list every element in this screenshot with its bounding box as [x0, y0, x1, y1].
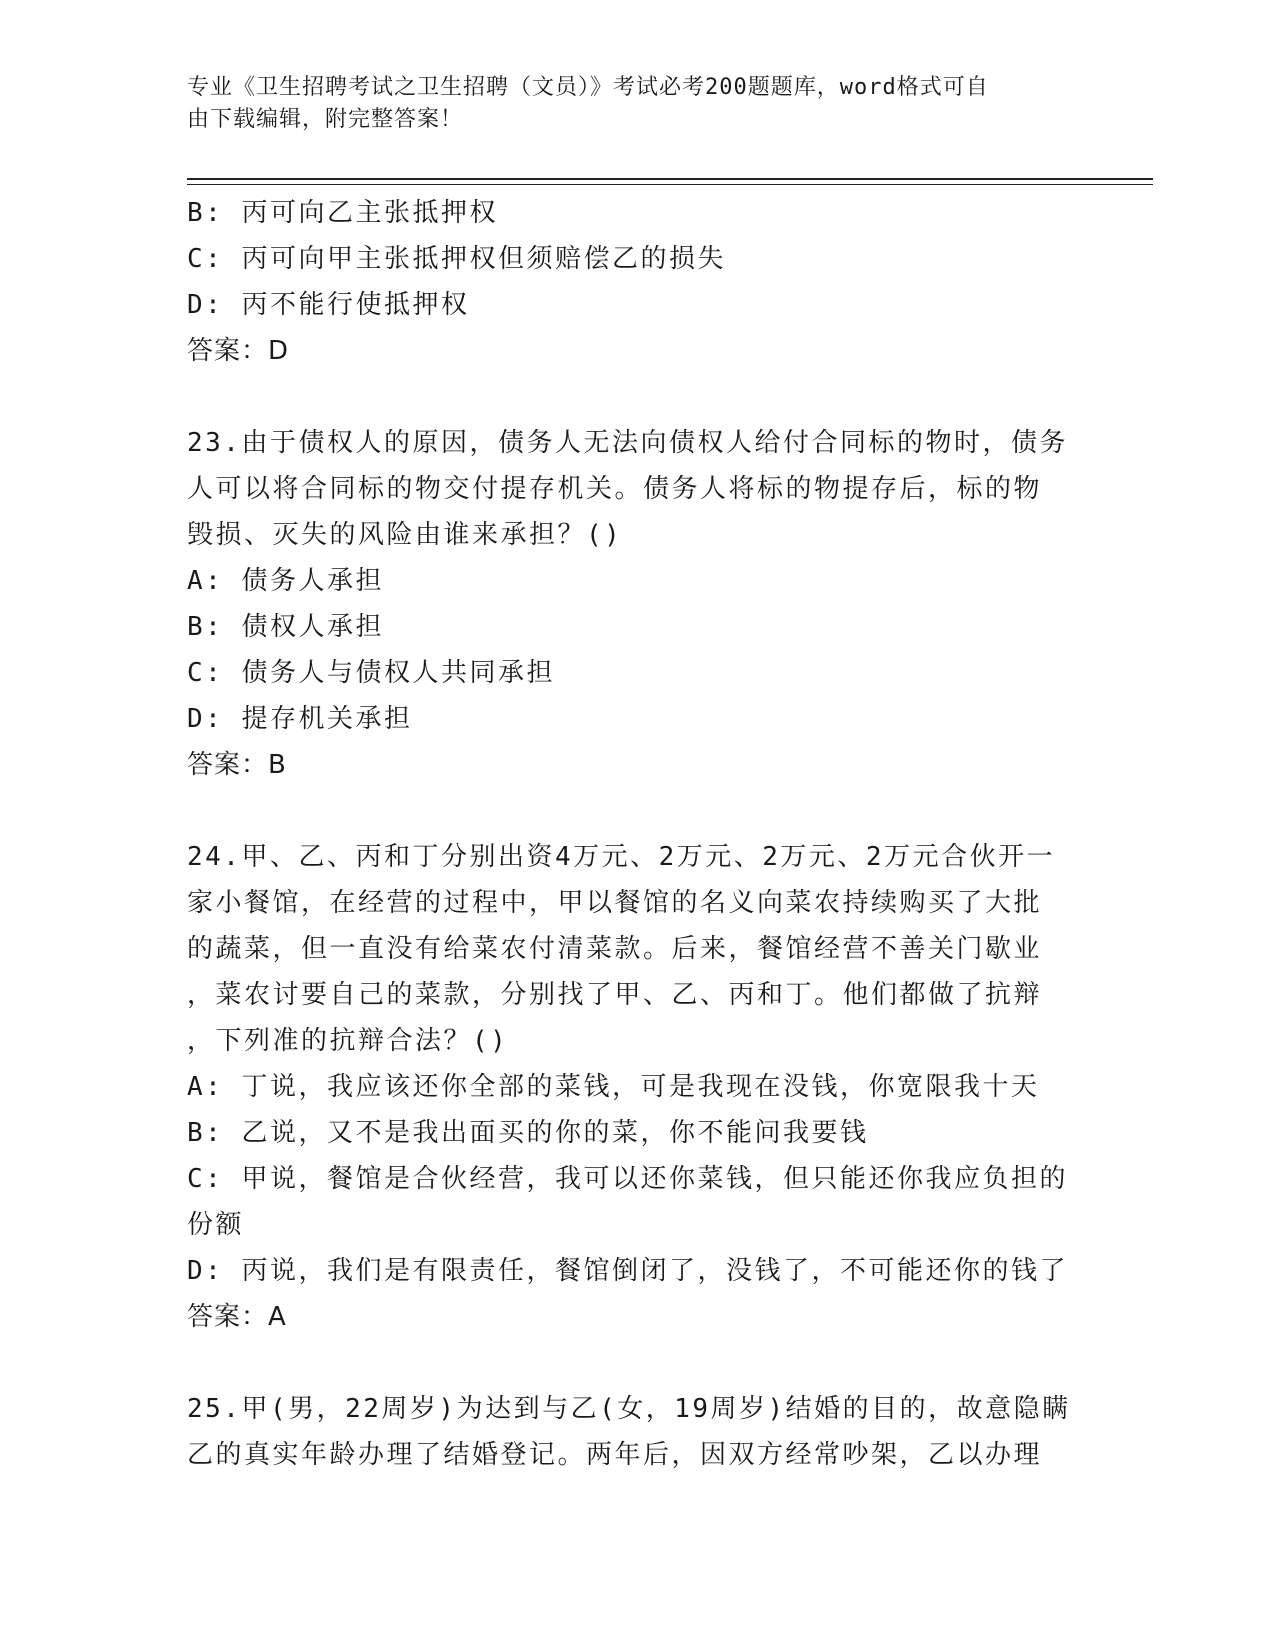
- q22-option-c: C: 丙可向甲主张抵押权但须赔偿乙的损失: [187, 244, 726, 274]
- spacer: [187, 374, 1087, 420]
- q23-stem-line: 毁损、灭失的风险由谁来承担？(): [187, 520, 623, 550]
- q24-option-a: A: 丁说，我应该还你全部的菜钱，可是我现在没钱，你宽限我十天: [187, 1072, 1040, 1102]
- q22-option-d: D: 丙不能行使抵押权: [187, 290, 470, 320]
- document-header: [187, 72, 1087, 136]
- q22-answer: 答案：D: [187, 336, 290, 366]
- q24-stem-line: ，下列准的抗辩合法？(): [187, 1026, 509, 1056]
- question-24: [187, 834, 1087, 1340]
- document-body: [187, 190, 1087, 1478]
- spacer: [187, 788, 1087, 834]
- q23-option-b: B: 债权人承担: [187, 612, 384, 642]
- q25-stem-line: 25.甲(男，22周岁)为达到与乙(女，19周岁)结婚的目的，故意隐瞒: [187, 1394, 1071, 1424]
- q23-stem-line: 人可以将合同标的物交付提存机关。债务人将标的物提存后，标的物: [187, 474, 1043, 504]
- header-divider-thick: [187, 178, 1153, 180]
- q24-option-d: D: 丙说，我们是有限责任，餐馆倒闭了，没钱了，不可能还你的钱了: [187, 1256, 1068, 1286]
- q23-answer: 答案：B: [187, 750, 287, 780]
- q24-option-c-line: 份额: [187, 1210, 245, 1240]
- q23-option-d: D: 提存机关承担: [187, 704, 413, 734]
- q24-answer: 答案：A: [187, 1302, 287, 1332]
- q25-stem-line: 乙的真实年龄办理了结婚登记。两年后，因双方经常吵架，乙以办理: [187, 1440, 1043, 1470]
- spacer: [187, 1340, 1087, 1386]
- q22-option-b: B: 丙可向乙主张抵押权: [187, 198, 498, 228]
- q24-stem-line: ，菜农讨要自己的菜款，分别找了甲、乙、丙和丁。他们都做了抗辩: [187, 980, 1043, 1010]
- question-23: [187, 420, 1087, 788]
- question-25: [187, 1386, 1087, 1478]
- q24-stem-line: 家小餐馆，在经营的过程中，甲以餐馆的名义向菜农持续购买了大批: [187, 888, 1043, 918]
- q23-stem-line: 23.由于债权人的原因，债务人无法向债权人给付合同标的物时，债务: [187, 428, 1068, 458]
- q24-option-b: B: 乙说，又不是我出面买的你的菜，你不能问我要钱: [187, 1118, 869, 1148]
- q24-stem-line: 的蔬菜，但一直没有给菜农付清菜款。后来，餐馆经营不善关门歇业: [187, 934, 1043, 964]
- header-divider-thin: [187, 184, 1153, 185]
- q23-option-c: C: 债务人与债权人共同承担: [187, 658, 555, 688]
- header-line-2: 由下载编辑，附完整答案！: [187, 107, 464, 132]
- q23-option-a: A: 债务人承担: [187, 566, 384, 596]
- q24-option-c-line: C: 甲说，餐馆是合伙经营，我可以还你菜钱，但只能还你我应负担的: [187, 1164, 1068, 1194]
- q24-stem-line: 24.甲、乙、丙和丁分别出资4万元、2万元、2万元、2万元合伙开一: [187, 842, 1056, 872]
- question-22: [187, 190, 1087, 374]
- header-line-1: 专业《卫生招聘考试之卫生招聘（文员）》考试必考200题题库，word格式可自: [187, 75, 989, 100]
